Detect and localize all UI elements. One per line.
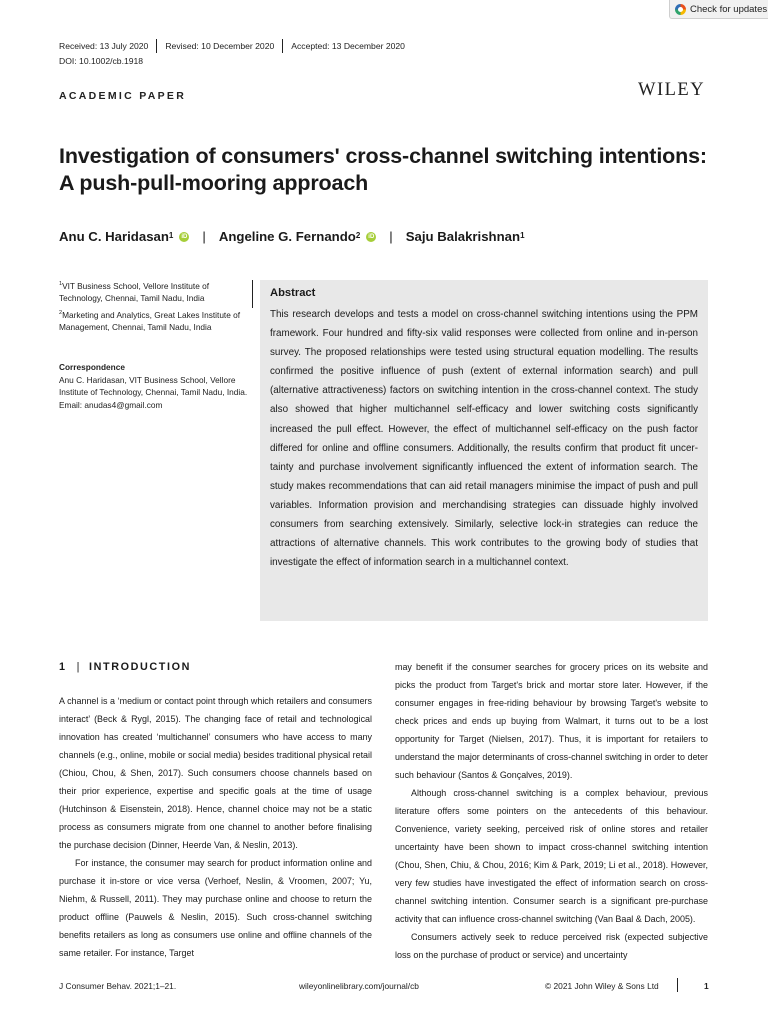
received-date: Received: 13 July 2020 [59, 41, 149, 51]
orcid-icon[interactable]: iD [181, 233, 188, 240]
author-affiliation-marker: 1 [520, 231, 525, 240]
affiliation [59, 307, 249, 334]
correspondence-text: Anu C. Haridasan, VIT Business School, Vellore Institute of Technology, Chennai, Tamil Nadu, India. [59, 374, 248, 398]
check-for-updates-button[interactable] [669, 0, 768, 19]
abstract-rule [252, 280, 253, 308]
correspondence-email[interactable]: Email: anudas4@gmail.com [59, 399, 163, 410]
footer-journal: J Consumer Behav. 2021;1–21. [59, 981, 177, 991]
revised-date: Revised: 10 December 2020 [165, 41, 275, 51]
author-name[interactable]: Angeline G. Fernando [218, 229, 356, 244]
section-title: INTRODUCTION [89, 661, 191, 673]
history-divider [156, 39, 157, 53]
body-column-right [395, 658, 708, 964]
page-number: 1 [704, 981, 709, 991]
author-separator: | [389, 229, 393, 244]
abstract-text: This research develops and tests a model on cross-channel switching intentions using the PPM framework. Four hundred and fifty-six valid responses were collected from online and in-person survey. The proposed relationships were tested using structural equation modelling. The results confirmed the positive influence of push (extent of external information search) and pull (alternative attractiveness) factors on switching intention in the cross-channel context. The study also showed that higher multichannel self-efficacy and lower switching costs significantly increased the pull effect. However, the effect of multichannel self-efficacy on the push factor differed for online and offline consumers. Additionally, the results confirm that product fit uncertainty and purchase involvement significantly influenced the extent of information search. The study makes recommendations that can aid retail managers minimise the impact of push and pull variables. Information provision and merchandising strategies can dissuade highly involved consumers from searching extensively. Similarly, selective lock-in strategies can reduce the attractions of alternative channels. This work contributes to the growing body of studies that investigate the effect of information search in a multichannel context. [270, 309, 698, 569]
article-history [59, 39, 405, 53]
section-heading [59, 658, 372, 676]
body-paragraph: Consumers actively seek to reduce perceived risk (expected subjective loss on the purchase of product or service) and uncertainty [395, 932, 708, 961]
doi[interactable]: DOI: 10.1002/cb.1918 [59, 56, 144, 66]
author-list [59, 229, 525, 244]
correspondence-heading: Correspondence [59, 362, 125, 372]
section-number: 1 [59, 661, 67, 673]
article-title [59, 143, 739, 197]
publisher-logo: WILEY [638, 80, 706, 100]
author-affiliation-marker: 1 [168, 231, 174, 240]
orcid-icon[interactable]: iD [368, 233, 375, 240]
crossmark-icon [675, 4, 686, 15]
affiliation-text: VIT Business School, Vellore Institute of Technology, Chennai, Tamil Nadu, India [59, 280, 210, 304]
history-divider [282, 39, 283, 53]
body-paragraph: may benefit if the consumer searches for grocery prices on its website and picks the product from Target's brick and mortar store later. However, if the consumer engages in free-riding behaviour by browsing Target's website to check prices and ends up buying from Walmart, it turns out to be a lost opportunity for Target (Nielsen, 2017). Thus, it is important for retailers to understand the major determinants of cross-channel switching in order to deter such behaviour (Santos & Gonçalves, 2019). [395, 662, 708, 781]
affiliation-text: Marketing and Analytics, Great Lakes Institute of Management, Chennai, Tamil Nadu, India [59, 309, 241, 333]
check-for-updates-label: Check for updates [690, 3, 768, 15]
abstract-box [260, 280, 708, 621]
paper-type: ACADEMIC PAPER [59, 90, 187, 102]
page-footer [0, 978, 768, 998]
affiliation-marker: 2 [59, 310, 63, 316]
body-paragraph: Although cross-channel switching is a complex behaviour, previous literature offers some pointers on the antecedents of this behaviour. Convenience, variety seeking, perceived risk of online stores and retailer uncertainty have been shown to impact cross-channel switching intention (Chou, Shen, Chiu, & Chou, 2016; Kim & Park, 2019; Li et al., 2018). However, very few studies have investigated the effect of information search on cross-channel switching intention. Consumer search is a significant pre-purchase activity that can influence cross-channel switching (Van Baal & Dach, 2005). [395, 788, 708, 925]
abstract-heading: Abstract [270, 287, 316, 299]
author-name[interactable]: Saju Balakrishnan [405, 229, 521, 244]
body-column-left [59, 658, 372, 962]
correspondence [59, 361, 249, 411]
footer-divider [677, 978, 678, 992]
footer-url[interactable]: wileyonlinelibrary.com/journal/cb [299, 981, 419, 991]
section-separator: | [76, 661, 82, 673]
footer-copyright: © 2021 John Wiley & Sons Ltd [545, 981, 659, 991]
affiliation-marker: 1 [59, 281, 63, 287]
author-affiliation-marker: 2 [355, 231, 361, 240]
body-paragraph: For instance, the consumer may search for product information online and purchase it in-store or vice versa (Verhoef, Neslin, & Vroomen, 2007; Yu, Niehm, & Russell, 2011). They may purchase online and choose to return the product offline (Pauwels & Neslin, 2015). Such cross-channel switching benefits retailers as long as consumers use online and offline channels of the same retailer. For instance, Target [59, 858, 372, 959]
title-line-1: Investigation of consumers' cross-channel switching intentions: [59, 144, 707, 168]
title-line-2: A push-pull-mooring approach [59, 171, 369, 195]
author-separator: | [202, 229, 206, 244]
author-name[interactable]: Anu C. Haridasan [59, 229, 169, 244]
body-paragraph: A channel is a ‘medium or contact point through which retailers and consumers interact’ (Beck & Rygl, 2015). The changing face of retail and technological innovation has created ‘multichannel’ consumers who have access to many channels (e.g., online, mobile or social media) besides traditional physical retail (Chiou, Chou, & Shen, 2017). Such consumers choose channels based on their prior experience, expertise and specific goals at the time of usage (Hutchinson & Eisenstein, 2018). Hence, channel choice may not be a static process as consumers migrate from one channel to another before finalising the purchase decision (Dinner, Heerde Van, & Neslin, 2013). [59, 696, 372, 851]
accepted-date: Accepted: 13 December 2020 [291, 41, 405, 51]
affiliation [59, 278, 249, 305]
